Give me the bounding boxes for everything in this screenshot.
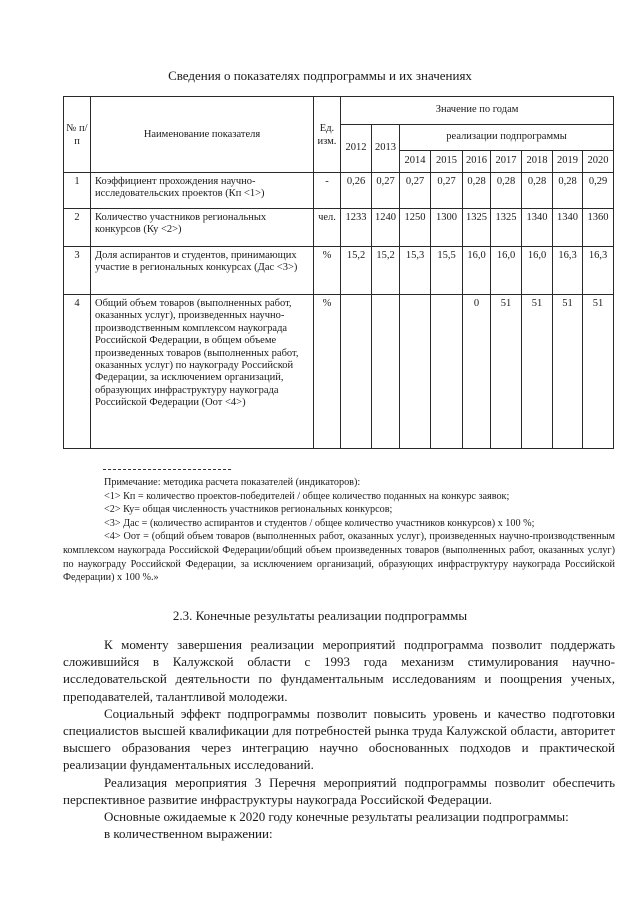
cell-value: 0,28	[463, 173, 491, 209]
cell-value: 51	[522, 295, 553, 449]
cell-value: 1360	[583, 209, 614, 247]
cell-value	[341, 295, 372, 449]
row-name: Количество участников региональных конкурсов (Ку <2>)	[91, 209, 314, 247]
note-3: <3> Дас = (количество аспирантов и студентов / общее количество участников конкурсов) х 100 %;	[104, 517, 535, 529]
table-row	[64, 295, 614, 449]
cell-value: 51	[553, 295, 583, 449]
cell-value: 1300	[431, 209, 463, 247]
paragraph: в количественном выражении:	[104, 826, 273, 842]
cell-value: 16,0	[522, 247, 553, 295]
cell-value: 15,3	[400, 247, 431, 295]
header-year: 2015	[431, 151, 463, 173]
cell-value: 0,28	[553, 173, 583, 209]
row-unit: -	[314, 173, 341, 209]
paragraph: Социальный эффект подпрограммы позволит повысить уровень и качество подготовки специалистов высшей квалификации для потребностей рынка труда Калужской области, авторитет высшего образования через интеграцию научно обоснованных подходов и практической реализации фундаментальных исследований.	[63, 705, 615, 773]
row-unit: %	[314, 295, 341, 449]
header-num: № п/п	[64, 97, 91, 173]
row-num: 3	[64, 247, 91, 295]
section-heading: 2.3. Конечные результаты реализации подпрограммы	[172, 608, 468, 623]
paragraph: К моменту завершения реализации мероприятий подпрограмма позволит поддержать сложившийся в Калужской области с 1993 года механизм стимулирования научно-исследовательской деятельности по фундаментальным исследованиям и поощрения ученых, преподавателей, талантливой молодежи.	[63, 637, 615, 704]
paragraph: Реализация мероприятия 3 Перечня мероприятий подпрограммы позволит обеспечить перспективное развитие инфраструктуры наукограда Российской Федерации.	[63, 774, 615, 807]
header-year: 2012	[341, 125, 372, 173]
header-year: 2014	[400, 151, 431, 173]
note-1: <1> Кп = количество проектов-победителей / общее количество поданных на конкурс заявок;	[104, 490, 510, 502]
header-values-by-year: Значение по годам	[341, 97, 614, 125]
indicators-table	[63, 96, 614, 449]
cell-value: 0,27	[372, 173, 400, 209]
row-unit: %	[314, 247, 341, 295]
row-num: 4	[64, 295, 91, 449]
cell-value: 1233	[341, 209, 372, 247]
cell-value: 51	[491, 295, 522, 449]
cell-value: 0,29	[583, 173, 614, 209]
header-year: 2018	[522, 151, 553, 173]
cell-value: 0,26	[341, 173, 372, 209]
note-2: <2> Ку= общая численность участников региональных конкурсов;	[104, 504, 393, 516]
cell-value: 0,27	[400, 173, 431, 209]
section-body	[63, 636, 615, 842]
cell-value: 15,2	[372, 247, 400, 295]
header-year: 2013	[372, 125, 400, 173]
cell-value: 1250	[400, 209, 431, 247]
cell-value: 0,27	[431, 173, 463, 209]
row-name: Общий объем товаров (выполненных работ, оказанных услуг), произведенных научно-производственным комплексом наукограда Российской Федерации, в общем объеме произведенных товаров (выполненных работ, оказанных услуг) по наукограду Российской Федерации, за исключением организаций, образующих инфраструктуру наукограда Российской Федерации (Оот <4>)	[91, 295, 314, 449]
cell-value: 0,28	[522, 173, 553, 209]
header-name: Наименование показателя	[91, 97, 314, 173]
cell-value: 1340	[522, 209, 553, 247]
row-num: 1	[64, 173, 91, 209]
row-name: Доля аспирантов и студентов, принимающих участие в региональных конкурсах (Дас <3>)	[91, 247, 314, 295]
cell-value: 51	[583, 295, 614, 449]
note-4: <4> Оот = (общий объем товаров (выполненных работ, оказанных услуг), произведенных научно-производственным комплексом наукограда Российской Федерации/общий объем произведенных товаров (выполненных работ, оказанных услуг) по наукограду Российской Федерации, за исключением организаций, образующих инфраструктуру наукограда Российской Федерации) х 100 %.»	[63, 531, 615, 584]
header-year: 2019	[553, 151, 583, 173]
page-title: Сведения о показателях подпрограммы и их значениях	[168, 68, 472, 83]
cell-value	[372, 295, 400, 449]
table-row	[64, 209, 614, 247]
cell-value: 16,3	[583, 247, 614, 295]
table-row	[64, 173, 614, 209]
cell-value: 1325	[491, 209, 522, 247]
cell-value: 1325	[463, 209, 491, 247]
cell-value: 1240	[372, 209, 400, 247]
paragraph: Основные ожидаемые к 2020 году конечные результаты реализации подпрограммы:	[104, 809, 569, 825]
header-year: 2016	[463, 151, 491, 173]
header-year: 2020	[583, 151, 614, 173]
cell-value: 15,5	[431, 247, 463, 295]
table-row	[64, 247, 614, 295]
cell-value	[431, 295, 463, 449]
header-implementation: реализации подпрограммы	[400, 125, 614, 151]
cell-value	[400, 295, 431, 449]
notes-intro: Примечание: методика расчета показателей (индикаторов):	[104, 477, 361, 488]
row-name: Коэффициент прохождения научно-исследовательских проектов (Кп <1>)	[91, 173, 314, 209]
row-unit: чел.	[314, 209, 341, 247]
row-num: 2	[64, 209, 91, 247]
cell-value: 16,0	[463, 247, 491, 295]
cell-value: 16,3	[553, 247, 583, 295]
cell-value: 0	[463, 295, 491, 449]
header-unit: Ед. изм.	[314, 97, 341, 173]
notes-block	[63, 476, 615, 585]
cell-value: 0,28	[491, 173, 522, 209]
footnote-separator	[103, 469, 231, 470]
cell-value: 16,0	[491, 247, 522, 295]
cell-value: 1340	[553, 209, 583, 247]
cell-value: 15,2	[341, 247, 372, 295]
header-year: 2017	[491, 151, 522, 173]
